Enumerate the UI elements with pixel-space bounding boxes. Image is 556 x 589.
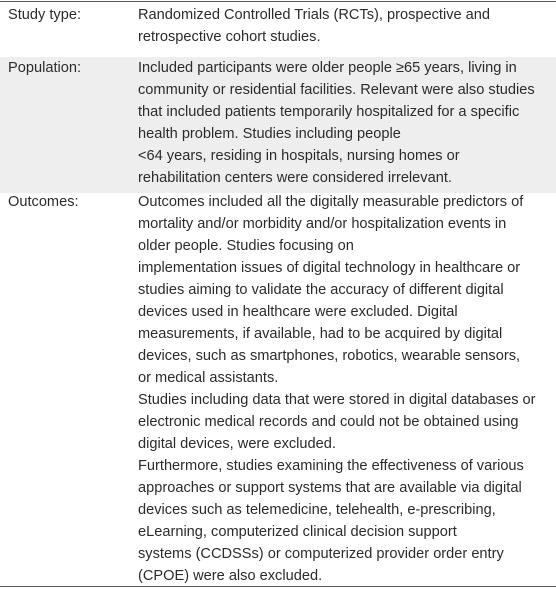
row-text <box>138 4 552 48</box>
text-line: systems (CCDSSs) or computerized provider order entry <box>138 546 504 562</box>
row-text <box>138 191 552 587</box>
text-line: eLearning, computerized clinical decision support <box>138 524 457 540</box>
text-line: retrospective cohort studies. <box>138 29 321 45</box>
text-line: Outcomes included all the digitally measurable predictors of <box>138 194 524 210</box>
text-line: digital devices, were excluded. <box>138 436 336 452</box>
text-line: measurements, if available, had to be acquired by digital <box>138 326 503 342</box>
row-label: Population: <box>8 60 82 76</box>
text-line: devices used in healthcare were excluded. Digital <box>138 304 458 320</box>
text-line: electronic medical records and could not be obtained using <box>138 414 519 430</box>
text-line: Furthermore, studies examining the effectiveness of various <box>138 458 524 474</box>
text-line: or medical assistants. <box>138 370 279 386</box>
text-line: health problem. Studies including people <box>138 126 401 142</box>
text-line: rehabilitation centers were considered irrelevant. <box>138 170 452 186</box>
text-line: <64 years, residing in hospitals, nursing homes or <box>138 148 460 164</box>
text-line: (CPOE) were also excluded. <box>138 568 323 584</box>
text-line: studies aiming to validate the accuracy of different digital <box>138 282 504 298</box>
text-line: Randomized Controlled Trials (RCTs), prospective and <box>138 7 491 23</box>
text-line: that included patients temporarily hospitalized for a specific <box>138 104 520 120</box>
row-label: Outcomes: <box>8 194 79 210</box>
table-top-rule <box>0 1 556 2</box>
row-text <box>138 57 552 189</box>
text-line: community or residential facilities. Relevant were also studies <box>138 82 535 98</box>
text-line: Included participants were older people ≥65 years, living in <box>138 60 517 76</box>
text-line: older people. Studies focusing on <box>138 238 354 254</box>
text-line: mortality and/or morbidity and/or hospitalization events in <box>138 216 507 232</box>
text-line: devices such as telemedicine, telehealth, e-prescribing, <box>138 502 496 518</box>
text-line: implementation issues of digital technology in healthcare or <box>138 260 521 276</box>
text-line: Studies including data that were stored in digital databases or <box>138 392 536 408</box>
text-line: approaches or support systems that are available via digital <box>138 480 522 496</box>
table-bottom-rule <box>0 586 556 587</box>
row-label: Study type: <box>8 7 82 23</box>
text-line: devices, such as smartphones, robotics, wearable sensors, <box>138 348 521 364</box>
